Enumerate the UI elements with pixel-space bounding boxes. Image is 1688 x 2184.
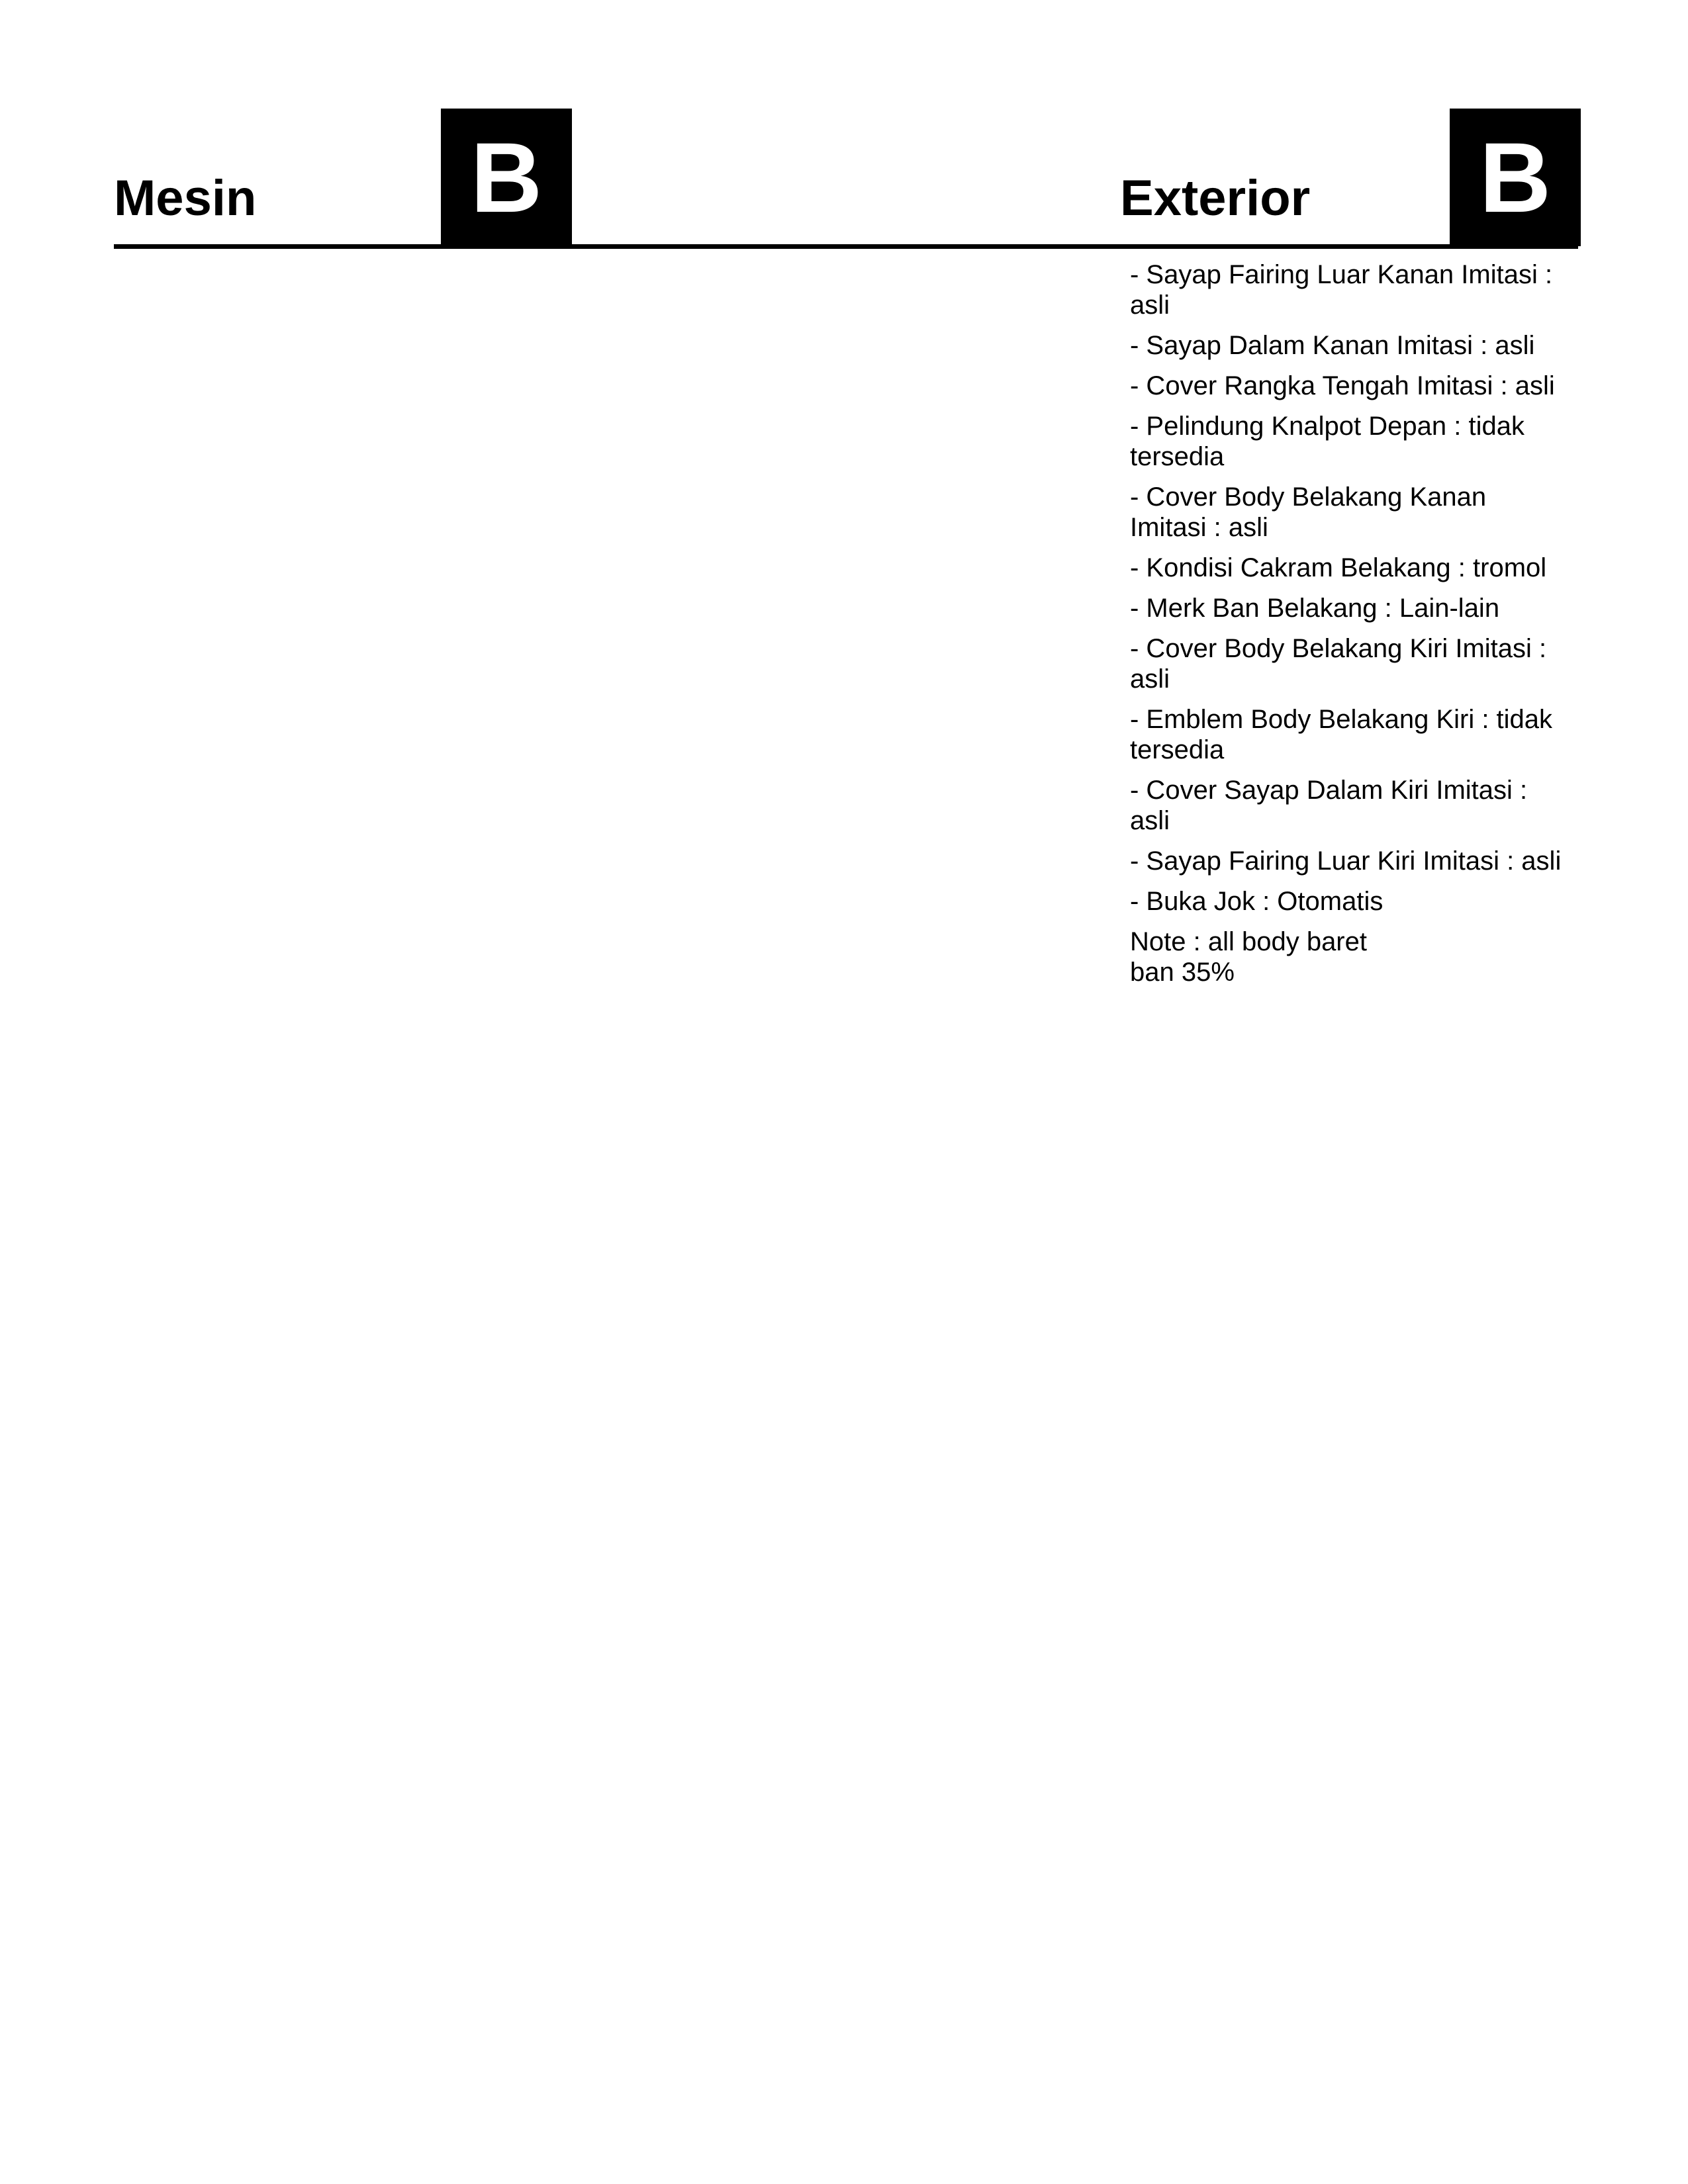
exterior-grade-badge: B: [1450, 109, 1581, 246]
list-item: - Cover Sayap Dalam Kiri Imitasi : asli: [1130, 776, 1528, 835]
list-item: - Sayap Fairing Luar Kiri Imitasi : asli: [1130, 846, 1562, 876]
list-item: - Sayap Fairing Luar Kanan Imitasi : asli: [1130, 260, 1553, 320]
list-item: - Emblem Body Belakang Kiri : tidak tersedia: [1130, 705, 1553, 764]
list-item: - Buka Jok : Otomatis: [1130, 887, 1383, 916]
list-item: - Kondisi Cakram Belakang : tromol: [1130, 553, 1547, 582]
mesin-title: Mesin: [114, 170, 257, 226]
mesin-grade-badge: B: [441, 109, 572, 246]
note-line: Note : all body baret: [1130, 927, 1367, 956]
list-item: - Sayap Dalam Kanan Imitasi : asli: [1130, 331, 1535, 360]
exterior-title: Exterior: [1120, 170, 1311, 226]
note-line: ban 35%: [1130, 958, 1235, 987]
list-item: - Cover Body Belakang Kanan Imitasi : asli: [1130, 482, 1487, 542]
header-divider: [114, 244, 1578, 249]
list-item: - Cover Rangka Tengah Imitasi : asli: [1130, 371, 1555, 400]
list-item: - Merk Ban Belakang : Lain-lain: [1130, 594, 1500, 623]
list-item: - Pelindung Knalpot Depan : tidak tersedia: [1130, 412, 1524, 471]
list-item: - Cover Body Belakang Kiri Imitasi : asli: [1130, 634, 1547, 694]
exterior-item-list: [1130, 259, 1567, 997]
exterior-note: [1130, 927, 1567, 987]
